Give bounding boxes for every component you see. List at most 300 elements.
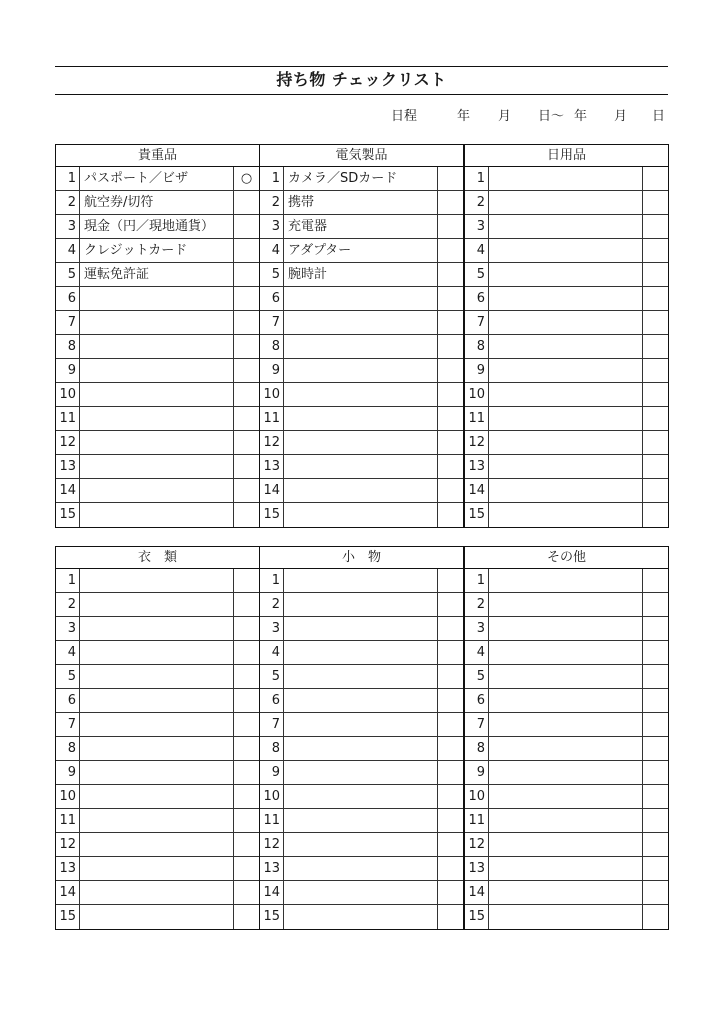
list-item [56,809,259,833]
list-item [465,593,668,617]
item-number: 9 [465,359,489,382]
item-field[interactable] [493,503,636,527]
item-field[interactable] [493,263,636,286]
checklist-electronics [259,144,464,528]
item-field[interactable] [84,383,227,406]
item-field[interactable] [288,737,431,760]
item-field[interactable] [84,809,227,832]
check-box[interactable] [642,287,668,310]
item-field[interactable] [493,641,636,664]
item-number: 5 [465,665,489,688]
item-number: 8 [260,737,284,760]
item-field[interactable] [288,617,431,640]
item-field[interactable] [493,689,636,712]
check-box[interactable] [642,905,668,929]
list-item [260,455,463,479]
item-number: 15 [260,503,284,527]
check-box[interactable] [642,215,668,238]
check-box[interactable] [437,665,463,688]
item-field[interactable] [493,359,636,382]
item-field[interactable] [493,833,636,856]
item-field[interactable] [493,569,636,592]
item-field[interactable] [288,593,431,616]
item-field[interactable] [493,287,636,310]
list-item [56,737,259,761]
check-box[interactable] [233,785,259,808]
item-number: 3 [465,617,489,640]
item-field[interactable] [493,383,636,406]
item-number: 15 [56,503,80,527]
check-box[interactable] [233,857,259,880]
list-item [260,239,463,263]
item-field[interactable] [493,593,636,616]
group-header: 衣 類 [56,547,259,569]
item-field[interactable]: 運転免許証 [84,267,150,282]
item-number: 6 [56,689,80,712]
item-field[interactable] [493,761,636,784]
check-box[interactable] [233,335,259,358]
check-box[interactable] [642,593,668,616]
item-number: 12 [260,431,284,454]
list-item [260,641,463,665]
check-box[interactable] [233,191,259,214]
check-box[interactable] [642,737,668,760]
item-field[interactable] [493,665,636,688]
item-field[interactable] [288,569,431,592]
check-box[interactable] [437,503,463,527]
item-number: 9 [56,761,80,784]
item-field[interactable] [84,455,227,478]
list-item [465,737,668,761]
check-box[interactable] [642,569,668,592]
item-number: 4 [56,239,80,262]
item-field[interactable] [288,689,431,712]
check-box[interactable] [233,761,259,784]
item-field[interactable] [84,689,227,712]
check-box[interactable] [437,809,463,832]
list-item [260,431,463,455]
list-item [260,191,463,215]
item-field[interactable] [84,761,227,784]
schedule-end-month[interactable]: 月 [614,109,628,124]
item-field[interactable] [288,785,431,808]
check-box[interactable] [642,617,668,640]
item-field[interactable] [288,479,431,502]
item-field[interactable] [84,593,227,616]
item-field[interactable]: パスポート／ビザ [84,171,189,186]
item-field[interactable] [288,359,431,382]
item-field[interactable] [493,881,636,904]
item-field[interactable]: 携帯 [288,195,315,210]
list-item [465,335,668,359]
check-box[interactable] [437,383,463,406]
list-item [56,383,259,407]
item-field[interactable] [288,833,431,856]
list-item [56,857,259,881]
item-field[interactable] [84,905,227,929]
list-item [56,311,259,335]
check-box[interactable] [233,455,259,478]
check-box[interactable] [437,881,463,904]
check-box[interactable] [642,311,668,334]
check-box[interactable] [642,335,668,358]
check-box[interactable] [437,857,463,880]
item-field[interactable] [84,569,227,592]
list-item [56,833,259,857]
item-field[interactable] [84,737,227,760]
list-item [465,239,668,263]
list-item [260,503,463,527]
check-box[interactable] [642,191,668,214]
item-number: 1 [56,569,80,592]
item-field[interactable]: アダプター [288,243,352,258]
item-number: 5 [56,665,80,688]
check-box[interactable] [642,359,668,382]
check-box[interactable] [233,407,259,430]
item-field[interactable] [288,335,431,358]
item-number: 13 [56,455,80,478]
item-field[interactable] [493,617,636,640]
item-field[interactable]: 現金（円／現地通貨） [84,219,215,234]
check-box[interactable] [233,689,259,712]
check-box[interactable] [233,383,259,406]
check-box[interactable] [437,359,463,382]
item-field[interactable] [84,881,227,904]
item-field[interactable] [288,455,431,478]
check-box[interactable] [642,479,668,502]
item-number: 10 [465,383,489,406]
list-item [465,617,668,641]
item-number: 9 [465,761,489,784]
item-number: 5 [260,263,284,286]
item-field[interactable] [493,239,636,262]
item-number: 13 [465,455,489,478]
item-field[interactable] [288,503,431,527]
list-item [56,263,259,287]
item-field[interactable] [493,215,636,238]
list-item [260,833,463,857]
item-field[interactable] [493,191,636,214]
item-number: 2 [56,593,80,616]
item-number: 12 [465,833,489,856]
item-number: 7 [465,311,489,334]
item-field[interactable] [288,761,431,784]
schedule-end-day[interactable]: 日 [652,109,666,124]
item-number: 4 [56,641,80,664]
item-field[interactable] [493,407,636,430]
item-field[interactable] [288,665,431,688]
check-box[interactable] [642,809,668,832]
group-header: 小 物 [260,547,463,569]
item-number: 15 [465,503,489,527]
item-number: 9 [56,359,80,382]
item-field[interactable] [493,905,636,929]
list-item [56,287,259,311]
check-box[interactable] [642,431,668,454]
item-field[interactable] [84,857,227,880]
page-title: 持ち物 チェックリスト [276,70,447,89]
check-box[interactable] [437,689,463,712]
check-box[interactable] [437,239,463,262]
list-item [465,359,668,383]
checklist-daily-goods [464,144,669,528]
check-box[interactable] [642,407,668,430]
list-item [56,431,259,455]
check-box[interactable] [642,857,668,880]
check-box[interactable] [642,689,668,712]
item-field[interactable] [84,503,227,527]
item-number: 7 [260,713,284,736]
list-item [56,761,259,785]
item-number: 5 [465,263,489,286]
check-box[interactable] [642,239,668,262]
check-box[interactable] [233,479,259,502]
check-box[interactable] [233,617,259,640]
check-box[interactable] [233,593,259,616]
check-box[interactable] [437,167,463,190]
check-box[interactable] [437,617,463,640]
item-field[interactable] [288,311,431,334]
check-box[interactable] [233,569,259,592]
check-box[interactable] [233,215,259,238]
item-number: 6 [465,689,489,712]
item-field[interactable] [493,857,636,880]
check-box[interactable] [642,503,668,527]
check-box[interactable] [437,569,463,592]
check-box[interactable] [437,479,463,502]
item-number: 11 [56,809,80,832]
item-field[interactable] [493,785,636,808]
item-field[interactable] [84,617,227,640]
list-item [56,359,259,383]
check-box[interactable] [233,503,259,527]
item-field[interactable] [288,407,431,430]
schedule-start-month[interactable]: 月 [498,109,512,124]
item-field[interactable] [84,479,227,502]
check-box[interactable] [233,263,259,286]
item-number: 3 [56,215,80,238]
item-number: 2 [465,593,489,616]
item-field[interactable] [493,167,636,190]
group-header: 日用品 [465,145,668,167]
item-number: 1 [56,167,80,190]
check-box[interactable] [642,383,668,406]
list-item [56,167,259,191]
title-bottom-rule [55,94,668,95]
check-box[interactable] [437,455,463,478]
list-item [465,503,668,527]
check-box[interactable] [642,881,668,904]
list-item [465,881,668,905]
list-item [465,569,668,593]
check-box[interactable] [437,431,463,454]
item-number: 13 [465,857,489,880]
item-field[interactable]: 腕時計 [288,267,328,282]
check-box[interactable] [437,593,463,616]
item-field[interactable] [84,641,227,664]
item-number: 7 [260,311,284,334]
item-number: 2 [56,191,80,214]
item-field[interactable] [84,833,227,856]
check-box[interactable] [642,833,668,856]
item-field[interactable] [288,641,431,664]
item-number: 2 [260,191,284,214]
check-box[interactable] [233,239,259,262]
item-field[interactable] [493,455,636,478]
item-field[interactable] [288,881,431,904]
item-number: 6 [56,287,80,310]
checklist-accessories [259,546,464,930]
check-box[interactable] [437,191,463,214]
item-field[interactable] [493,431,636,454]
list-item [56,335,259,359]
item-number: 13 [56,857,80,880]
check-box[interactable] [642,641,668,664]
check-box[interactable] [233,713,259,736]
item-number: 14 [260,479,284,502]
check-box[interactable] [642,785,668,808]
item-field[interactable] [84,665,227,688]
item-field[interactable] [84,713,227,736]
check-box[interactable] [233,905,259,929]
schedule-start-day[interactable]: 日～ [538,109,565,124]
list-item [260,359,463,383]
item-field[interactable] [493,809,636,832]
list-item [465,905,668,929]
item-field[interactable] [493,479,636,502]
check-box[interactable] [233,359,259,382]
check-box[interactable] [233,737,259,760]
item-field[interactable] [288,905,431,929]
item-number: 3 [260,617,284,640]
check-box[interactable] [437,287,463,310]
list-item [260,713,463,737]
schedule-end-year[interactable]: 年 [574,109,588,124]
list-item [465,833,668,857]
list-item [465,455,668,479]
check-box[interactable] [437,761,463,784]
list-item [260,215,463,239]
item-number: 13 [260,455,284,478]
check-box[interactable] [437,215,463,238]
schedule-start-year[interactable]: 年 [457,109,471,124]
item-number: 10 [465,785,489,808]
list-item [465,167,668,191]
item-field[interactable] [288,809,431,832]
item-field[interactable] [84,785,227,808]
item-field[interactable] [288,287,431,310]
check-box[interactable] [233,833,259,856]
item-field[interactable] [84,359,227,382]
list-item [56,881,259,905]
group-header: 電気製品 [260,145,463,167]
checklist-valuables [55,144,260,528]
item-number: 2 [465,191,489,214]
check-box[interactable] [642,167,668,190]
list-item [260,761,463,785]
item-field[interactable] [493,737,636,760]
list-item [56,905,259,929]
item-number: 11 [465,407,489,430]
list-item [56,503,259,527]
item-field[interactable]: クレジットカード [84,243,188,258]
item-field[interactable] [84,407,227,430]
check-box[interactable] [437,311,463,334]
check-box[interactable] [233,287,259,310]
item-number: 1 [465,167,489,190]
item-field[interactable] [493,335,636,358]
item-number: 12 [56,431,80,454]
check-box[interactable] [233,431,259,454]
item-number: 8 [465,737,489,760]
check-box[interactable] [233,641,259,664]
item-number: 5 [260,665,284,688]
list-item [465,665,668,689]
item-field[interactable] [288,431,431,454]
item-field[interactable]: カメラ／SDカード [288,171,398,186]
item-field[interactable] [84,431,227,454]
check-box[interactable] [437,905,463,929]
check-box[interactable] [233,665,259,688]
list-item [465,479,668,503]
list-item [260,593,463,617]
check-box[interactable] [437,833,463,856]
list-item [260,407,463,431]
item-field[interactable] [493,311,636,334]
list-item [260,167,463,191]
check-box[interactable] [437,263,463,286]
item-number: 4 [260,239,284,262]
check-box[interactable] [437,713,463,736]
item-field[interactable] [493,713,636,736]
item-field[interactable] [288,857,431,880]
check-box[interactable] [437,335,463,358]
check-box[interactable] [437,641,463,664]
item-field[interactable] [84,335,227,358]
item-field[interactable] [84,311,227,334]
check-box[interactable] [437,785,463,808]
item-number: 11 [465,809,489,832]
item-number: 1 [465,569,489,592]
list-item [56,239,259,263]
item-number: 7 [56,311,80,334]
check-box[interactable] [437,407,463,430]
check-box[interactable] [233,311,259,334]
item-number: 12 [56,833,80,856]
list-item [56,407,259,431]
check-box[interactable] [233,881,259,904]
check-box[interactable] [642,665,668,688]
check-box[interactable] [642,263,668,286]
item-field[interactable] [84,287,227,310]
check-box[interactable] [642,761,668,784]
check-box[interactable] [233,809,259,832]
item-number: 15 [56,905,80,929]
group-header: その他 [465,547,668,569]
check-box[interactable] [642,455,668,478]
item-field[interactable]: 航空券/切符 [84,195,154,210]
check-box[interactable] [437,737,463,760]
item-number: 2 [260,593,284,616]
check-box[interactable] [642,713,668,736]
list-item [56,455,259,479]
list-item [260,665,463,689]
item-field[interactable]: 充電器 [288,219,328,234]
item-field[interactable] [288,713,431,736]
item-field[interactable] [288,383,431,406]
check-box[interactable]: ○ [233,167,259,190]
item-number: 8 [56,335,80,358]
